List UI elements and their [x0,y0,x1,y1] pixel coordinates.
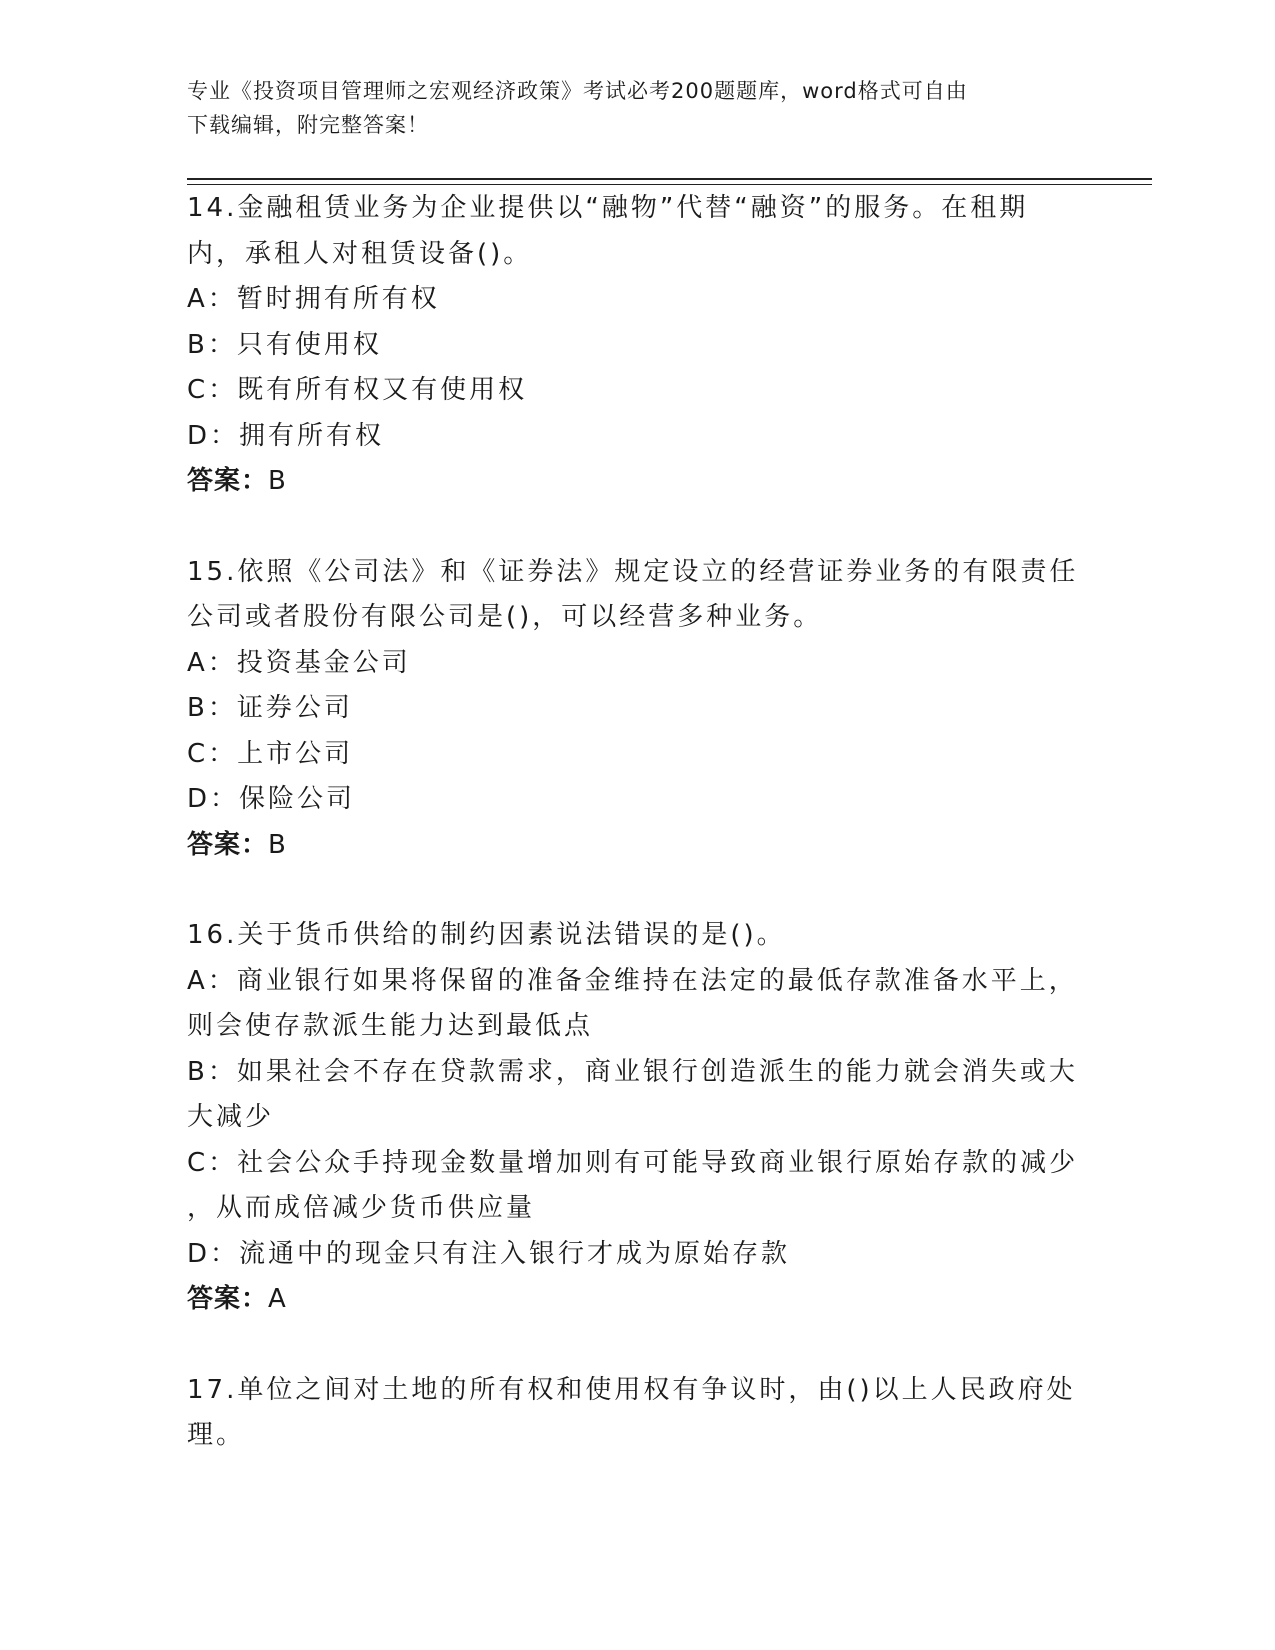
question-item [187,186,1087,505]
answer-option: 大减少 [187,1102,275,1132]
question-stem-line: 公司或者股份有限公司是()，可以经营多种业务。 [187,602,823,632]
answer-value: B [268,829,287,860]
answer-option: A：投资基金公司 [187,647,411,678]
question-item [187,550,1087,869]
question-stem-line: 14.金融租赁业务为企业提供以“融物”代替“融资”的服务。在租期 [187,193,1029,223]
header-line-1: 专业《投资项目管理师之宏观经济政策》考试必考200题题库，word格式可自由 [187,79,968,103]
answer-label: 答案： [187,466,269,496]
answer-option: D：流通中的现金只有注入银行才成为原始存款 [187,1238,791,1269]
answer-value: A [268,1284,287,1314]
header-divider-thick [187,178,1152,180]
question-stem-line: 15.依照《公司法》和《证券法》规定设立的经营证券业务的有限责任 [187,556,1079,587]
answer-option: C：社会公众手持现金数量增加则有可能导致商业银行原始存款的减少 [187,1147,1079,1178]
answer-option: C：既有所有权又有使用权 [187,375,528,405]
question-stem-line: 16.关于货币供给的制约因素说法错误的是()。 [187,920,786,950]
question-list [187,186,1087,1504]
answer-option: B：证券公司 [187,693,353,723]
answer-option: ，从而成倍减少货币供应量 [187,1193,536,1223]
question-item [187,1368,1087,1459]
question-stem-line: 理。 [187,1420,246,1450]
question-stem-line: 内，承租人对租赁设备()。 [187,238,533,269]
document-header [187,74,1067,142]
answer-value: B [268,466,287,496]
answer-option: D：保险公司 [187,784,356,814]
answer-option: B：如果社会不存在贷款需求，商业银行创造派生的能力就会消失或大 [187,1056,1078,1087]
answer-option: B：只有使用权 [187,329,382,360]
answer-option: D：拥有所有权 [187,420,385,451]
header-line-2: 下载编辑，附完整答案！ [187,113,429,137]
answer-label: 答案： [187,1284,269,1314]
question-item [187,913,1087,1323]
answer-option: A：商业银行如果将保留的准备金维持在法定的最低存款准备水平上， [187,965,1078,996]
header-divider-thin [187,184,1152,185]
answer-label: 答案： [187,829,269,860]
answer-key [187,459,1087,505]
answer-key [187,1277,1087,1323]
answer-option: C：上市公司 [187,738,354,769]
answer-option: 则会使存款派生能力达到最低点 [187,1011,594,1041]
question-stem-line: 17.单位之间对土地的所有权和使用权有争议时，由()以上人民政府处 [187,1374,1076,1405]
answer-option: A：暂时拥有所有权 [187,284,440,314]
answer-key [187,823,1087,869]
